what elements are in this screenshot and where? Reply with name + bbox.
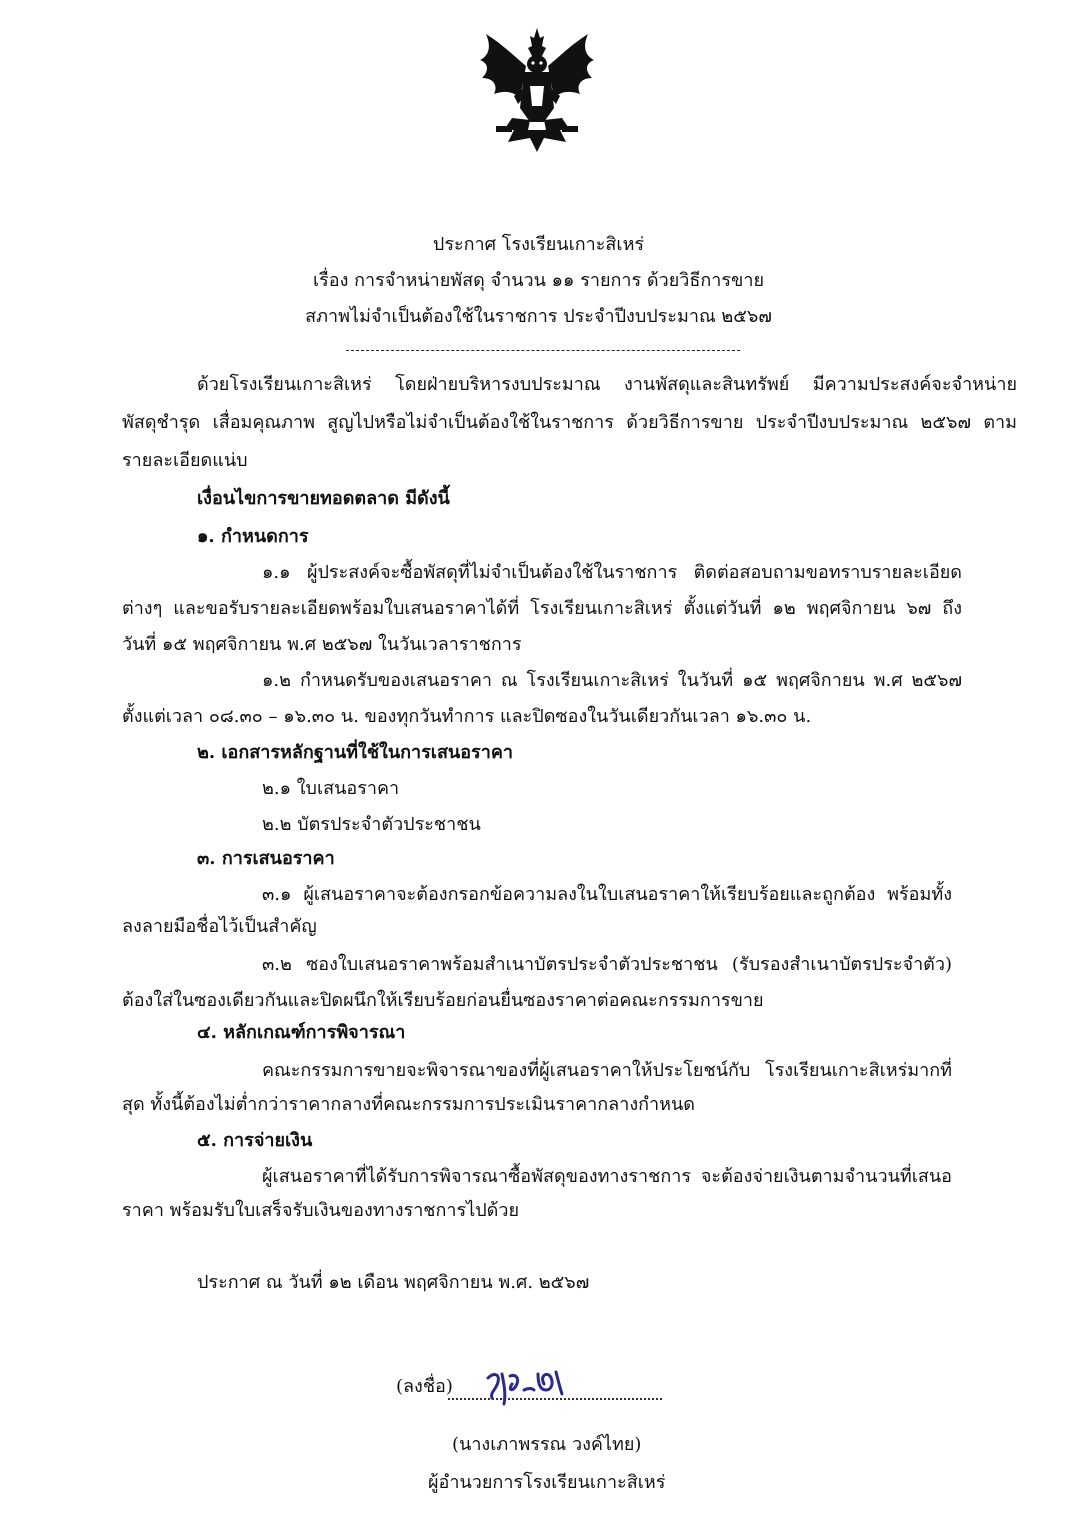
section-3-1-line-1: ๓.๑ ผู้เสนอราคาจะต้องกรอกข้อความลงในใบเสนอราคาให้เรียบร้อยและถูกต้อง พร้อมทั้ง [262, 884, 952, 905]
section-3-2-line-1: ๓.๒ ซองใบเสนอราคาพร้อมสำเนาบัตรประจำตัวประชาชน (รับรองสำเนาบัตรประจำตัว) [262, 954, 952, 975]
intro-line-3: รายละเอียดแน่บ [122, 450, 248, 471]
section-5-heading: ๕. การจ่ายเงิน [197, 1130, 313, 1151]
subject-line: เรื่อง การจำหน่ายพัสดุ จำนวน ๑๑ รายการ ด้วยวิธีการขาย [312, 270, 764, 291]
section-4-heading: ๔. หลักเกณฑ์การพิจารณา [197, 1022, 406, 1043]
section-5-line-2: ราคา พร้อมรับใบเสร็จรับเงินของทางราชการไปด้วย [122, 1200, 520, 1221]
section-3-heading: ๓. การเสนอราคา [197, 848, 335, 869]
intro-line-2: พัสดุชำรุด เสื่อมคุณภาพ สูญไปหรือไม่จำเป็นต้องใช้ในราชการ ด้วยวิธีการขาย ประจำปีงบประมาณ ๒๕๖๗ ตาม [122, 412, 1017, 433]
section-3-1-line-2: ลงลายมือชื่อไว้เป็นสำคัญ [122, 916, 317, 937]
intro-line-1: ด้วยโรงเรียนเกาะสิเหร่ โดยฝ่ายบริหารงบประมาณ งานพัสดุและสินทรัพย์ มีความประสงค์จะจำหน่าย [197, 374, 1017, 395]
announcement-date: ประกาศ ณ วันที่ ๑๒ เดือน พฤศจิกายน พ.ศ. ๒๕๖๗ [197, 1272, 590, 1293]
section-1-2-line-1: ๑.๒ กำหนดรับของเสนอราคา ณ โรงเรียนเกาะสิเหร่ ในวันที่ ๑๕ พฤศจิกายน พ.ศ ๒๕๖๗ [262, 670, 962, 691]
announcement-title: ประกาศ โรงเรียนเกาะสิเหร่ [432, 234, 645, 255]
section-1-1-line-2: ต่างๆ และขอรับรายละเอียดพร้อมใบเสนอราคาได้ที่ โรงเรียนเกาะสิเหร่ ตั้งแต่วันที่ ๑๒ พฤศจิกายน ๖๗ ถึง [122, 598, 962, 619]
signature-label: (ลงชื่อ) [396, 1376, 453, 1397]
section-5-line-1: ผู้เสนอราคาที่ได้รับการพิจารณาซื้อพัสดุของทางราชการ จะต้องจ่ายเงินตามจำนวนที่เสนอ [262, 1166, 952, 1187]
section-1-1-line-3: วันที่ ๑๕ พฤศจิกายน พ.ศ ๒๕๖๗ ในวันเวลาราชการ [122, 634, 522, 655]
conditions-heading: เงื่อนไขการขายทอดตลาด มีดังนี้ [197, 488, 450, 509]
section-1-1-line-1: ๑.๑ ผู้ประสงค์จะซื้อพัสดุที่ไม่จำเป็นต้องใช้ในราชการ ติดต่อสอบถามขอทราบรายละเอียด [262, 562, 962, 583]
garuda-emblem-icon [474, 26, 600, 154]
handwritten-signature-icon [480, 1364, 572, 1408]
signatory-position: ผู้อำนวยการโรงเรียนเกาะสิเหร่ [428, 1472, 666, 1493]
section-1-heading: ๑. กำหนดการ [197, 526, 309, 547]
section-2-item-2: ๒.๒ บัตรประจำตัวประชาชน [262, 814, 481, 835]
signature-block [396, 1374, 676, 1414]
section-2-item-1: ๒.๑ ใบเสนอราคา [262, 778, 400, 799]
section-2-heading: ๒. เอกสารหลักฐานที่ใช้ในการเสนอราคา [197, 742, 513, 763]
section-4-line-1: คณะกรรมการขายจะพิจารณาของที่ผู้เสนอราคาให้ประโยชน์กับ โรงเรียนเกาะสิเหร่มากที่ [262, 1060, 952, 1081]
section-1-2-line-2: ตั้งแต่เวลา ๐๘.๓๐ – ๑๖.๓๐ น. ของทุกวันทำการ และปิดซองในวันเดียวกันเวลา ๑๖.๓๐ น. [122, 706, 812, 727]
subject-line-continued: สภาพไม่จำเป็นต้องใช้ในราชการ ประจำปีงบประมาณ ๒๕๖๗ [305, 306, 772, 327]
section-3-2-line-2: ต้องใส่ในซองเดียวกันและปิดผนึกให้เรียบร้อยก่อนยื่นซองราคาต่อคณะกรรมการขาย [122, 990, 764, 1011]
dashed-divider [346, 350, 740, 351]
section-4-line-2: สุด ทั้งนี้ต้องไม่ต่ำกว่าราคากลางที่คณะกรรมการประเมินราคากลางกำหนด [122, 1094, 695, 1115]
signatory-name: (นางเภาพรรณ วงค์ไทย) [452, 1434, 642, 1455]
